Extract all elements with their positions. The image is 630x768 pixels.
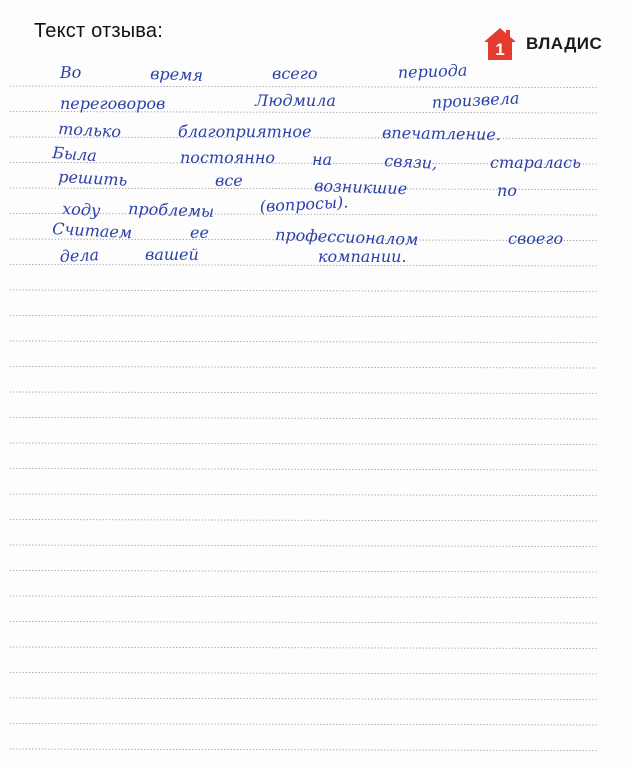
review-word: переговоров [60,94,166,113]
review-word: произвела [431,88,520,112]
review-word: Была [51,143,98,166]
review-word: дела [59,244,100,266]
review-word: старалась [490,153,581,172]
review-word: все [215,171,243,190]
review-line [52,219,563,249]
logo-badge: 1 [495,40,505,59]
review-word: впечатление. [381,123,502,145]
review-word: время [149,64,204,85]
review-word: (вопросы). [259,192,349,216]
review-word: периода [397,60,468,82]
review-word: решить [57,167,128,190]
review-line [58,119,501,144]
review-word: по [497,181,517,200]
review-word: проблемы [127,199,215,221]
review-word: вашей [145,245,199,264]
review-word: благоприятное [178,122,312,141]
review-word: Считаем [51,219,133,243]
review-word: только [57,119,122,142]
logo-text: ВЛАДИС [526,34,603,53]
review-word: Во [59,62,82,82]
review-word: компании. [318,247,407,266]
review-word: ходу [61,199,101,220]
review-heading: Текст отзыва: [34,20,163,42]
review-word: Людмила [255,91,336,110]
review-line [59,245,406,266]
review-line [59,61,468,85]
review-line [51,143,581,173]
review-line [62,192,349,221]
review-line [60,88,520,113]
review-word: связи, [383,151,438,173]
review-word: своего [508,229,564,248]
review-word: на [312,150,333,169]
review-word: ее [190,223,209,242]
review-word: возникшие [313,176,408,199]
review-word: профессионалом [274,225,419,249]
review-word: всего [272,64,318,83]
review-word: постоянно [180,148,276,167]
